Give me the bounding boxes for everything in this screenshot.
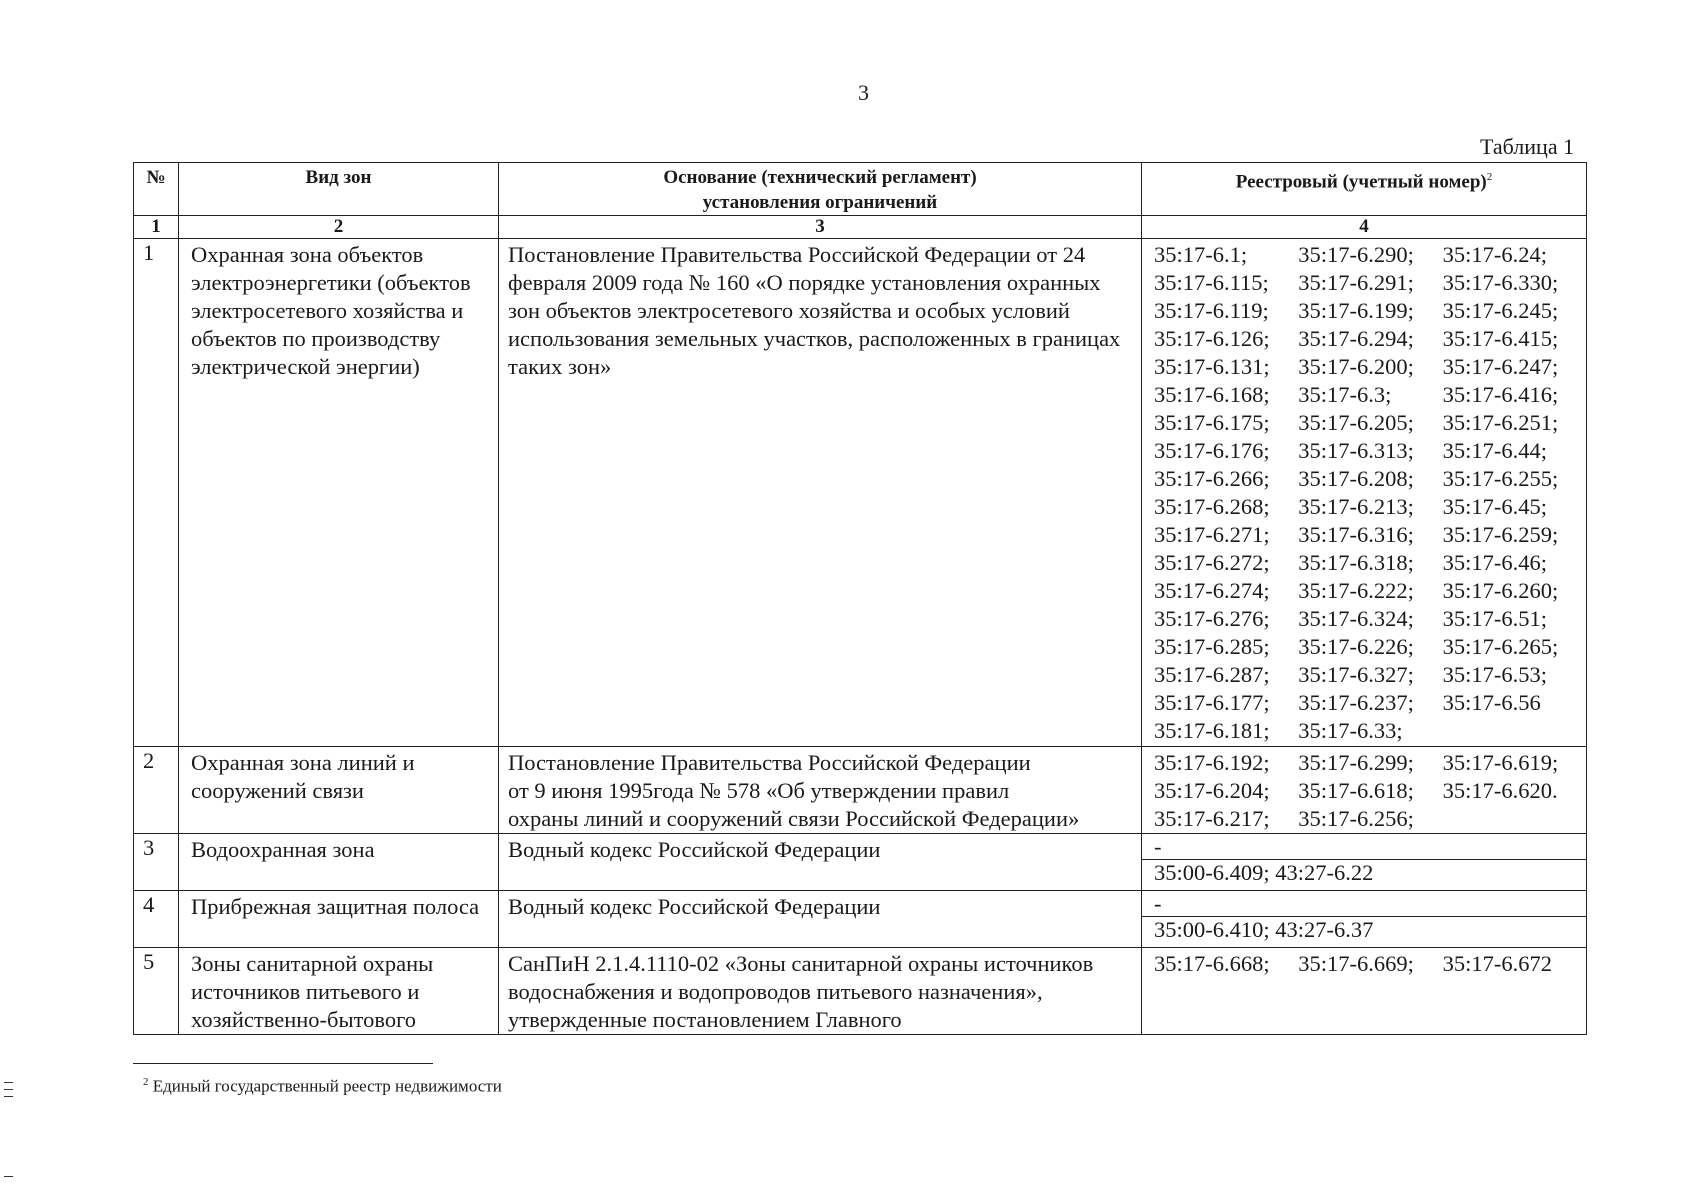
registry-code: 35:17-6.119;	[1154, 298, 1269, 323]
registry-subcell: 35:00-6.409; 43:27-6.22	[1142, 859, 1586, 885]
registry-code: 35:17-6.192;	[1154, 750, 1270, 775]
code-row	[1154, 605, 1580, 633]
table-row	[134, 948, 1587, 1035]
scan-edge-mark	[4, 1096, 13, 1097]
column-number: 3	[499, 216, 1142, 239]
registry-subcell: -	[1154, 891, 1162, 916]
registry-code: 35:17-6.620.	[1442, 778, 1558, 803]
zone-basis: Водный кодекс Российской Федерации	[499, 891, 1142, 948]
registry-code	[1443, 717, 1580, 745]
zone-kind: Водоохранная зона	[179, 834, 499, 891]
registry-subcell: -	[1154, 834, 1162, 859]
footnote	[143, 1076, 502, 1097]
code-row	[1154, 633, 1580, 661]
row-number: 5	[134, 948, 179, 1035]
header-registry-label: Реестровый (учетный номер)	[1235, 171, 1487, 193]
zone-basis-line: Постановление Правительства Российской Федерации	[508, 750, 1031, 775]
code-row	[1154, 409, 1580, 437]
registry-code: 35:17-6.115;	[1154, 270, 1269, 295]
registry-code: 35:17-6.324;	[1298, 606, 1414, 631]
code-row	[1154, 297, 1580, 325]
code-row	[1154, 661, 1580, 689]
registry-code: 35:17-6.45;	[1442, 494, 1547, 519]
code-row	[1154, 241, 1580, 269]
registry-code: 35:17-6.255;	[1442, 466, 1559, 491]
registry-code: 35:17-6.619;	[1442, 750, 1559, 775]
registry-code: 35:17-6.131;	[1154, 354, 1270, 379]
table-row	[134, 891, 1587, 948]
header-basis	[499, 163, 1142, 216]
registry-code: 35:17-6.204;	[1154, 778, 1270, 803]
registry-code: 35:17-6.672	[1442, 951, 1552, 976]
code-list	[1142, 948, 1586, 978]
registry-code: 35:17-6.176;	[1154, 438, 1270, 463]
registry-code: 35:17-6.217;	[1154, 806, 1270, 831]
table-row	[134, 747, 1587, 834]
code-list	[1142, 747, 1586, 833]
registry-code: 35:17-6.53;	[1442, 662, 1547, 687]
scan-edge-mark	[4, 1176, 13, 1177]
registry-code: 35:17-6.415;	[1442, 326, 1559, 351]
header-row	[134, 163, 1587, 216]
zone-basis: Постановление Правительства Российской Федерации от 24 февраля 2009 года № 160 «О порядке установления охранных зон объектов электросетевого хозяйства и особых условий использования земельных участков, расположенных в границах таких зон»	[499, 239, 1142, 747]
column-number: 1	[134, 216, 179, 239]
registry-code: 35:17-6.287;	[1154, 662, 1270, 687]
zone-basis-line: охраны линий и сооружений связи Российской Федерации»	[508, 806, 1080, 831]
code-row	[1154, 717, 1580, 745]
registry-code: 35:17-6.668;	[1154, 951, 1270, 976]
registry-code: 35:17-6.247;	[1442, 354, 1559, 379]
registry-code: 35:17-6.274;	[1154, 578, 1270, 603]
code-row	[1154, 777, 1580, 805]
header-basis-line1: Основание (технический регламент)	[663, 167, 977, 188]
registry-code: 35:17-6.265;	[1442, 634, 1559, 659]
code-row	[1154, 950, 1580, 978]
registry-code: 35:17-6.213;	[1298, 494, 1414, 519]
registry-code: 35:17-6.44;	[1442, 438, 1547, 463]
table-caption: Таблица 1	[1480, 134, 1575, 159]
registry-code: 35:17-6.313;	[1298, 438, 1414, 463]
registry-code: 35:17-6.222;	[1298, 578, 1414, 603]
zones-table	[133, 162, 1587, 1035]
registry-code: 35:17-6.46;	[1442, 550, 1547, 575]
table-row	[134, 239, 1587, 747]
code-list	[1142, 239, 1586, 745]
registry-code: 35:17-6.260;	[1442, 578, 1559, 603]
registry-code: 35:17-6.259;	[1442, 522, 1559, 547]
registry-code: 35:17-6.330;	[1442, 270, 1559, 295]
row-number: 1	[134, 239, 179, 747]
code-row	[1154, 437, 1580, 465]
registry-code: 35:17-6.200;	[1298, 354, 1414, 379]
footnote-marker: 2	[143, 1076, 149, 1088]
zone-kind: Охранная зона объектов электроэнергетики (объектов электросетевого хозяйства и объектов по производству электрической энергии)	[179, 239, 499, 747]
registry-code: 35:17-6.618;	[1298, 778, 1414, 803]
registry-subcell: 35:00-6.410; 43:27-6.37	[1142, 916, 1586, 942]
registry-code: 35:17-6.24;	[1442, 242, 1547, 267]
header-kind: Вид зон	[179, 163, 499, 216]
registry-code: 35:17-6.256;	[1298, 806, 1414, 831]
registry-numbers	[1142, 747, 1587, 834]
registry-code: 35:17-6.56	[1442, 690, 1541, 715]
code-row	[1154, 689, 1580, 717]
registry-code: 35:17-6.177;	[1154, 690, 1270, 715]
code-row	[1154, 493, 1580, 521]
registry-code: 35:17-6.126;	[1154, 326, 1270, 351]
registry-code: 35:17-6.299;	[1298, 750, 1414, 775]
registry-code: 35:17-6.237;	[1298, 690, 1414, 715]
column-number: 4	[1142, 216, 1587, 239]
zone-basis	[499, 747, 1142, 834]
registry-code: 35:17-6.276;	[1154, 606, 1270, 631]
registry-code: 35:17-6.245;	[1442, 298, 1559, 323]
page-number: 3	[858, 80, 869, 105]
code-row	[1154, 353, 1580, 381]
registry-code: 35:17-6.251;	[1442, 410, 1559, 435]
registry-code: 35:17-6.168;	[1154, 382, 1270, 407]
footnote-ref: 2	[1486, 171, 1493, 183]
registry-code: 35:17-6.268;	[1154, 494, 1270, 519]
registry-code: 35:17-6.272;	[1154, 550, 1270, 575]
registry-code: 35:17-6.327;	[1298, 662, 1414, 687]
code-row	[1154, 749, 1580, 777]
registry-numbers	[1142, 891, 1587, 948]
registry-code: 35:17-6.199;	[1298, 298, 1414, 323]
code-row	[1154, 549, 1580, 577]
registry-code: 35:17-6.291;	[1298, 270, 1414, 295]
footnote-divider	[133, 1063, 433, 1064]
row-number: 4	[134, 891, 179, 948]
header-registry	[1142, 163, 1587, 216]
zone-basis: СанПиН 2.1.4.1110-02 «Зоны санитарной охраны источников водоснабжения и водопроводов питьевого назначения», утвержденные постановлением Главного	[499, 948, 1142, 1035]
code-row	[1154, 465, 1580, 493]
code-row	[1154, 577, 1580, 605]
registry-code: 35:17-6.175;	[1154, 410, 1270, 435]
code-row	[1154, 521, 1580, 549]
zone-basis-line: от 9 июня 1995года № 578 «Об утверждении правил	[508, 778, 1010, 803]
row-number: 2	[134, 747, 179, 834]
registry-code: 35:17-6.316;	[1298, 522, 1414, 547]
zone-basis: Водный кодекс Российской Федерации	[499, 834, 1142, 891]
registry-code: 35:17-6.271;	[1154, 522, 1270, 547]
zone-kind: Прибрежная защитная полоса	[179, 891, 499, 948]
code-row	[1154, 805, 1580, 833]
registry-numbers	[1142, 239, 1587, 747]
column-number-row	[134, 216, 1587, 239]
registry-code: 35:17-6.416;	[1442, 382, 1559, 407]
registry-code: 35:17-6.669;	[1298, 951, 1414, 976]
registry-code: 35:17-6.294;	[1298, 326, 1414, 351]
code-row	[1154, 269, 1580, 297]
registry-code: 35:17-6.51;	[1442, 606, 1547, 631]
registry-code: 35:17-6.318;	[1298, 550, 1414, 575]
row-number: 3	[134, 834, 179, 891]
code-row	[1154, 325, 1580, 353]
footnote-text: Единый государственный реестр недвижимости	[152, 1076, 502, 1096]
registry-code: 35:17-6.3;	[1298, 382, 1392, 407]
registry-numbers	[1142, 948, 1587, 1035]
registry-numbers	[1142, 834, 1587, 891]
registry-code: 35:17-6.226;	[1298, 634, 1414, 659]
zone-kind: Зоны санитарной охраны источников питьевого и хозяйственно-бытового	[179, 948, 499, 1035]
header-basis-line2: установления ограничений	[702, 192, 938, 213]
scan-edge-mark	[4, 1082, 13, 1083]
column-number: 2	[179, 216, 499, 239]
registry-code: 35:17-6.181;	[1154, 718, 1270, 743]
zone-kind: Охранная зона линий и сооружений связи	[179, 747, 499, 834]
registry-code: 35:17-6.1;	[1154, 242, 1248, 267]
registry-code: 35:17-6.290;	[1298, 242, 1414, 267]
table-row	[134, 834, 1587, 891]
registry-code: 35:17-6.208;	[1298, 466, 1414, 491]
registry-code: 35:17-6.33;	[1298, 718, 1403, 743]
registry-code: 35:17-6.266;	[1154, 466, 1270, 491]
registry-code: 35:17-6.285;	[1154, 634, 1270, 659]
registry-code: 35:17-6.205;	[1298, 410, 1414, 435]
registry-code	[1443, 805, 1580, 833]
header-num: №	[134, 163, 179, 216]
scan-edge-mark	[4, 1089, 13, 1090]
code-row	[1154, 381, 1580, 409]
